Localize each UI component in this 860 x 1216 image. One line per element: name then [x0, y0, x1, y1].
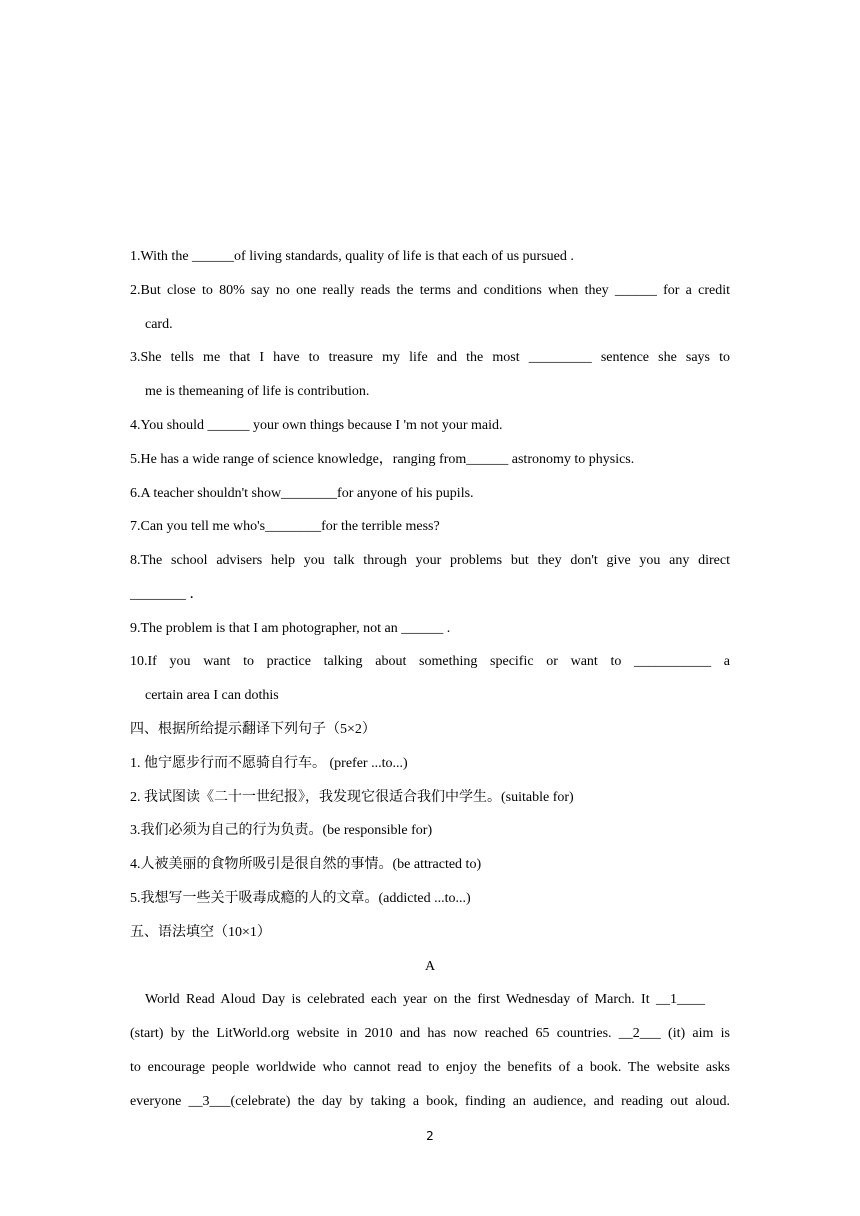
passage-line-2: (start) by the LitWorld.org website in 2010 and has now reached 65 countries. __2___ (it) aim is — [130, 1026, 730, 1041]
question-6: 6.A teacher shouldn't show________for anyone of his pupils. — [130, 486, 474, 501]
translation-4: 4.人被美丽的食物所吸引是很自然的事情。(be attracted to) — [130, 857, 482, 872]
question-3-line-1: 3.She tells me that I have to treasure my life and the most _________ sentence she says to — [130, 350, 730, 365]
passage-line-4: everyone __3___(celebrate) the day by taking a book, finding an audience, and reading out aloud. — [130, 1094, 730, 1109]
passage-label: A — [424, 959, 436, 974]
section-4-heading: 四、根据所给提示翻译下列句子（5×2） — [130, 722, 376, 737]
section-5-heading: 五、语法填空（10×1） — [130, 925, 271, 940]
passage-line-1: World Read Aloud Day is celebrated each year on the first Wednesday of March. It __1____ — [145, 992, 705, 1007]
question-1: 1.With the ______of living standards, quality of life is that each of us pursued . — [130, 249, 574, 264]
translation-3: 3.我们必须为自己的行为负责。(be responsible for) — [130, 823, 433, 838]
question-8-line-2: ________ ． — [130, 587, 204, 602]
question-8-line-1: 8.The school advisers help you talk through your problems but they don't give you any direct — [130, 553, 730, 568]
question-2-line-1: 2.But close to 80% say no one really reads the terms and conditions when they ______ for a credit — [130, 283, 730, 298]
question-9: 9.The problem is that I am photographer, not an ______ . — [130, 621, 451, 636]
question-10-line-2: certain area I can dothis — [145, 688, 279, 703]
question-3-line-2: me is themeaning of life is contribution. — [145, 384, 370, 399]
translation-5: 5.我想写一些关于吸毒成瘾的人的文章。(addicted ...to...) — [130, 891, 471, 906]
page-number: 2 — [426, 1129, 434, 1143]
question-7: 7.Can you tell me who's________for the terrible mess? — [130, 519, 440, 534]
passage-line-3: to encourage people worldwide who cannot read to enjoy the benefits of a book. The website asks — [130, 1060, 730, 1075]
question-10-line-1: 10.If you want to practice talking about something specific or want to ___________ a — [130, 654, 730, 669]
translation-2: 2. 我试图读《二十一世纪报》，我发现它很适合我们中学生。(suitable for) — [130, 790, 574, 805]
translation-1: 1. 他宁愿步行而不愿骑自行车。 (prefer ...to...) — [130, 756, 408, 771]
question-2-line-2: card. — [145, 317, 173, 332]
question-4: 4.You should ______ your own things because I 'm not your maid. — [130, 418, 503, 433]
question-5: 5.He has a wide range of science knowledge，ranging from______ astronomy to physics. — [130, 452, 635, 467]
